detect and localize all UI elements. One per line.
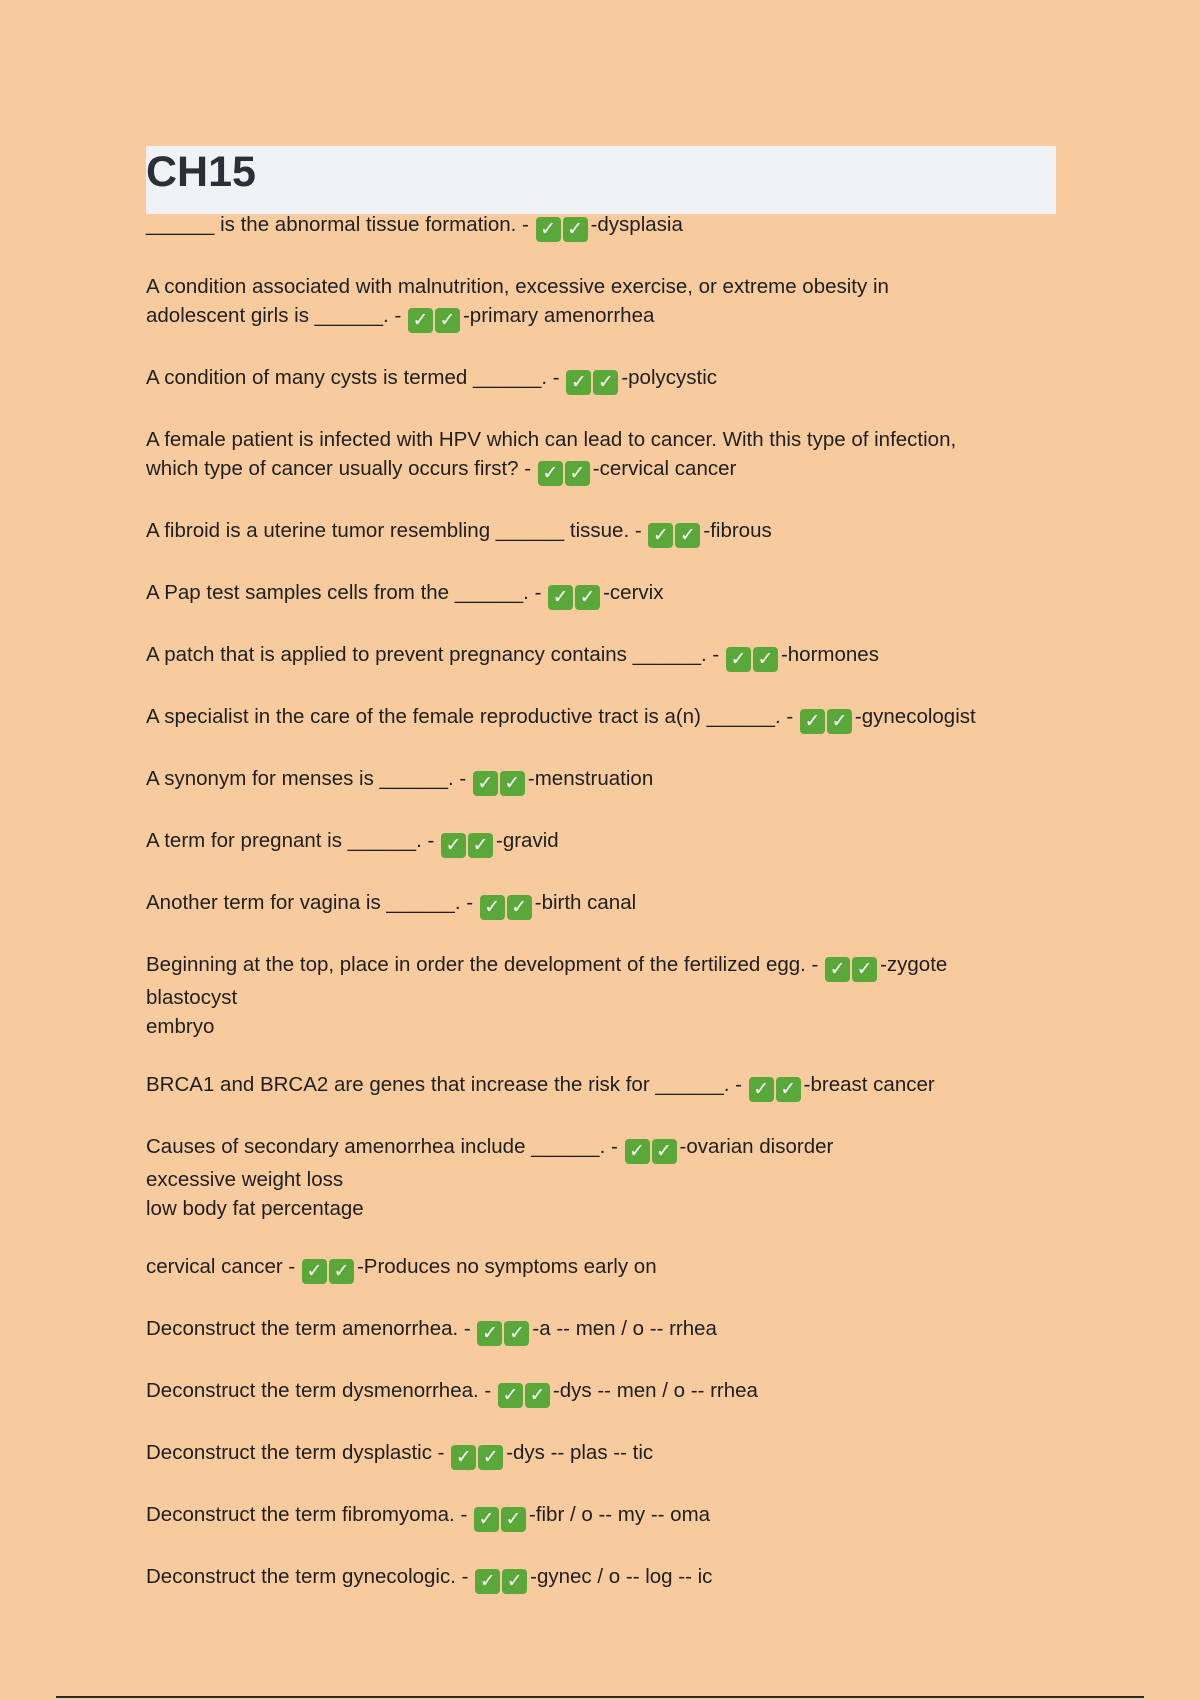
flashcard-item — [146, 1314, 1076, 1347]
question-text: BRCA1 and BRCA2 are genes that increase the risk for ______. — [146, 1073, 730, 1096]
checkmark-icon: ✓ — [652, 1139, 677, 1164]
flashcard-list — [146, 210, 1076, 1624]
question-line — [146, 950, 1076, 983]
flashcard-item — [146, 578, 1076, 611]
flashcard-item — [146, 1376, 1076, 1409]
answer-text: -fibr / o -- my -- oma — [528, 1503, 711, 1526]
separator: - — [478, 1379, 497, 1402]
flashcard-item — [146, 640, 1076, 673]
answer-text: -fibrous — [703, 519, 772, 542]
question-text-continued: adolescent girls is ______. — [146, 304, 389, 327]
checkmark-icon: ✓ — [475, 1569, 500, 1594]
answer-text: -ovarian disorder — [679, 1135, 834, 1158]
question-text: A fibroid is a uterine tumor resembling ______ tissue. — [146, 519, 630, 542]
checkmark-icon: ✓ — [536, 217, 561, 242]
answer-text: -hormones — [780, 643, 879, 666]
checkmark-icon: ✓ — [302, 1259, 327, 1284]
flashcard-item — [146, 826, 1076, 859]
page-title: CH15 — [146, 148, 256, 196]
checkmark-icon: ✓ — [477, 1321, 502, 1346]
question-line — [146, 1314, 1076, 1347]
checkmark-icon: ✓ — [408, 308, 433, 333]
question-text: Deconstruct the term dysmenorrhea. — [146, 1379, 479, 1402]
checkmark-icon: ✓ — [498, 1383, 523, 1408]
checkmark-pair — [749, 1074, 803, 1103]
checkmark-icon: ✓ — [648, 523, 673, 548]
checkmark-pair — [566, 367, 620, 396]
checkmark-icon: ✓ — [538, 461, 563, 486]
answer-text: -gynec / o -- log -- ic — [530, 1565, 713, 1588]
checkmark-icon: ✓ — [504, 1321, 529, 1346]
question-line — [146, 640, 1076, 673]
question-text: A condition of many cysts is termed ______. — [146, 366, 548, 389]
checkmark-pair — [475, 1566, 529, 1595]
checkmark-icon: ✓ — [565, 461, 590, 486]
separator: - — [805, 953, 825, 976]
question-line — [146, 1562, 1076, 1595]
flashcard-item — [146, 1438, 1076, 1471]
question-line — [146, 702, 1076, 735]
checkmark-icon: ✓ — [507, 895, 532, 920]
separator: - — [455, 1565, 475, 1588]
question-text: A term for pregnant is ______. — [146, 829, 422, 852]
flashcard-item — [146, 950, 1076, 1041]
flashcard-item — [146, 363, 1076, 396]
checkmark-icon: ✓ — [593, 370, 618, 395]
answer-text: -gynecologist — [854, 705, 976, 728]
question-text: Causes of secondary amenorrhea include ______. — [146, 1135, 606, 1158]
answer-text: excessive weight loss — [146, 1168, 344, 1191]
separator: - — [282, 1255, 301, 1278]
flashcard-item — [146, 1500, 1076, 1533]
checkmark-icon: ✓ — [468, 833, 493, 858]
checkmark-icon: ✓ — [473, 771, 498, 796]
checkmark-pair — [548, 582, 602, 611]
checkmark-icon: ✓ — [625, 1139, 650, 1164]
flashcard-item — [146, 1562, 1076, 1595]
checkmark-icon: ✓ — [753, 647, 778, 672]
question-line — [146, 1438, 1076, 1471]
question-text: ______ is the abnormal tissue formation. — [146, 213, 517, 236]
question-text: A condition associated with malnutrition, excessive exercise, or extreme obesity in — [146, 275, 889, 298]
separator: - — [605, 1135, 624, 1158]
checkmark-icon: ✓ — [776, 1077, 801, 1102]
checkmark-icon: ✓ — [800, 709, 825, 734]
checkmark-icon: ✓ — [329, 1259, 354, 1284]
flashcard-item — [146, 764, 1076, 797]
question-line — [146, 1070, 1076, 1103]
checkmark-icon: ✓ — [478, 1445, 503, 1470]
checkmark-pair — [825, 954, 879, 983]
question-text: cervical cancer — [146, 1255, 283, 1278]
checkmark-icon: ✓ — [548, 585, 573, 610]
checkmark-icon: ✓ — [435, 308, 460, 333]
answer-text: -birth canal — [534, 891, 637, 914]
flashcard-item — [146, 1252, 1076, 1285]
checkmark-icon: ✓ — [474, 1507, 499, 1532]
answer-line — [146, 1012, 1076, 1041]
question-line — [146, 1252, 1076, 1285]
checkmark-icon: ✓ — [563, 217, 588, 242]
answer-text: -cervical cancer — [592, 457, 737, 480]
answer-text: -Produces no symptoms early on — [356, 1255, 657, 1278]
answer-line — [146, 1194, 1076, 1223]
question-line — [146, 301, 1076, 334]
checkmark-icon: ✓ — [500, 771, 525, 796]
checkmark-icon: ✓ — [852, 957, 877, 982]
checkmark-icon: ✓ — [525, 1383, 550, 1408]
separator: - — [388, 304, 407, 327]
flashcard-item — [146, 1070, 1076, 1103]
answer-text: -polycystic — [621, 366, 718, 389]
checkmark-icon: ✓ — [566, 370, 591, 395]
flashcard-item — [146, 272, 1076, 334]
separator: - — [516, 213, 535, 236]
question-text: A specialist in the care of the female reproductive tract is a(n) ______. — [146, 705, 781, 728]
answer-text: blastocyst — [146, 986, 238, 1009]
checkmark-pair — [441, 830, 495, 859]
answer-line — [146, 983, 1076, 1012]
question-text-continued: which type of cancer usually occurs first? — [146, 457, 519, 480]
checkmark-pair — [302, 1256, 356, 1285]
checkmark-pair — [477, 1318, 531, 1347]
checkmark-icon: ✓ — [501, 1507, 526, 1532]
checkmark-pair — [451, 1442, 505, 1471]
checkmark-pair — [800, 706, 854, 735]
answer-text: -dys -- men / o -- rrhea — [552, 1379, 758, 1402]
separator: - — [454, 1503, 473, 1526]
separator: - — [629, 519, 648, 542]
checkmark-icon: ✓ — [825, 957, 850, 982]
checkmark-icon: ✓ — [480, 895, 505, 920]
separator: - — [518, 457, 537, 480]
question-line — [146, 826, 1076, 859]
question-text: Deconstruct the term dysplastic — [146, 1441, 432, 1464]
page-divider — [56, 1696, 1144, 1698]
question-line — [146, 363, 1076, 396]
checkmark-icon: ✓ — [575, 585, 600, 610]
question-text: A Pap test samples cells from the ______. — [146, 581, 529, 604]
title-bar — [146, 146, 1056, 214]
flashcard-item — [146, 516, 1076, 549]
question-text: Deconstruct the term fibromyoma. — [146, 1503, 455, 1526]
answer-text: embryo — [146, 1015, 215, 1038]
question-text: A female patient is infected with HPV which can lead to cancer. With this type of infection, — [146, 428, 957, 451]
checkmark-icon: ✓ — [749, 1077, 774, 1102]
question-text: Beginning at the top, place in order the development of the fertilized egg. — [146, 953, 806, 976]
checkmark-pair — [480, 892, 534, 921]
question-line — [146, 578, 1076, 611]
separator: - — [453, 767, 472, 790]
question-line — [146, 272, 1076, 301]
separator: - — [458, 1317, 477, 1340]
separator: - — [780, 705, 799, 728]
answer-text: -dys -- plas -- tic — [506, 1441, 654, 1464]
answer-text: -breast cancer — [803, 1073, 935, 1096]
flashcard-item — [146, 1132, 1076, 1223]
question-line — [146, 888, 1076, 921]
checkmark-pair — [498, 1380, 552, 1409]
flashcard-item — [146, 888, 1076, 921]
checkmark-pair — [648, 520, 702, 549]
question-text: Deconstruct the term gynecologic. — [146, 1565, 456, 1588]
checkmark-pair — [726, 644, 780, 673]
checkmark-pair — [625, 1136, 679, 1165]
flashcard-item — [146, 210, 1076, 243]
separator: - — [706, 643, 725, 666]
answer-text: -a -- men / o -- rrhea — [532, 1317, 717, 1340]
answer-text: -zygote — [880, 953, 948, 976]
separator: - — [528, 581, 548, 604]
answer-text: -gravid — [496, 829, 559, 852]
checkmark-pair — [536, 214, 590, 243]
answer-text: -menstruation — [527, 767, 654, 790]
answer-text: -primary amenorrhea — [462, 304, 655, 327]
checkmark-icon: ✓ — [827, 709, 852, 734]
separator: - — [421, 829, 440, 852]
question-text: A synonym for menses is ______. — [146, 767, 454, 790]
flashcard-item — [146, 702, 1076, 735]
checkmark-pair — [538, 458, 592, 487]
checkmark-icon: ✓ — [451, 1445, 476, 1470]
checkmark-pair — [474, 1504, 528, 1533]
separator: - — [729, 1073, 748, 1096]
answer-text: -dysplasia — [590, 213, 683, 236]
question-line — [146, 210, 1076, 243]
flashcard-item — [146, 425, 1076, 487]
question-line — [146, 1132, 1076, 1165]
checkmark-pair — [408, 305, 462, 334]
checkmark-icon: ✓ — [675, 523, 700, 548]
question-line — [146, 1500, 1076, 1533]
question-text: Deconstruct the term amenorrhea. — [146, 1317, 459, 1340]
answer-text: low body fat percentage — [146, 1197, 364, 1220]
checkmark-icon: ✓ — [502, 1569, 527, 1594]
question-text: A patch that is applied to prevent pregnancy contains ______. — [146, 643, 707, 666]
checkmark-icon: ✓ — [441, 833, 466, 858]
question-line — [146, 454, 1076, 487]
question-line — [146, 764, 1076, 797]
answer-line — [146, 1165, 1076, 1194]
question-line — [146, 1376, 1076, 1409]
question-line — [146, 425, 1076, 454]
checkmark-icon: ✓ — [726, 647, 751, 672]
separator: - — [431, 1441, 451, 1464]
question-line — [146, 516, 1076, 549]
separator: - — [460, 891, 479, 914]
question-text: Another term for vagina is ______. — [146, 891, 461, 914]
separator: - — [547, 366, 566, 389]
checkmark-pair — [473, 768, 527, 797]
answer-text: -cervix — [603, 581, 664, 604]
